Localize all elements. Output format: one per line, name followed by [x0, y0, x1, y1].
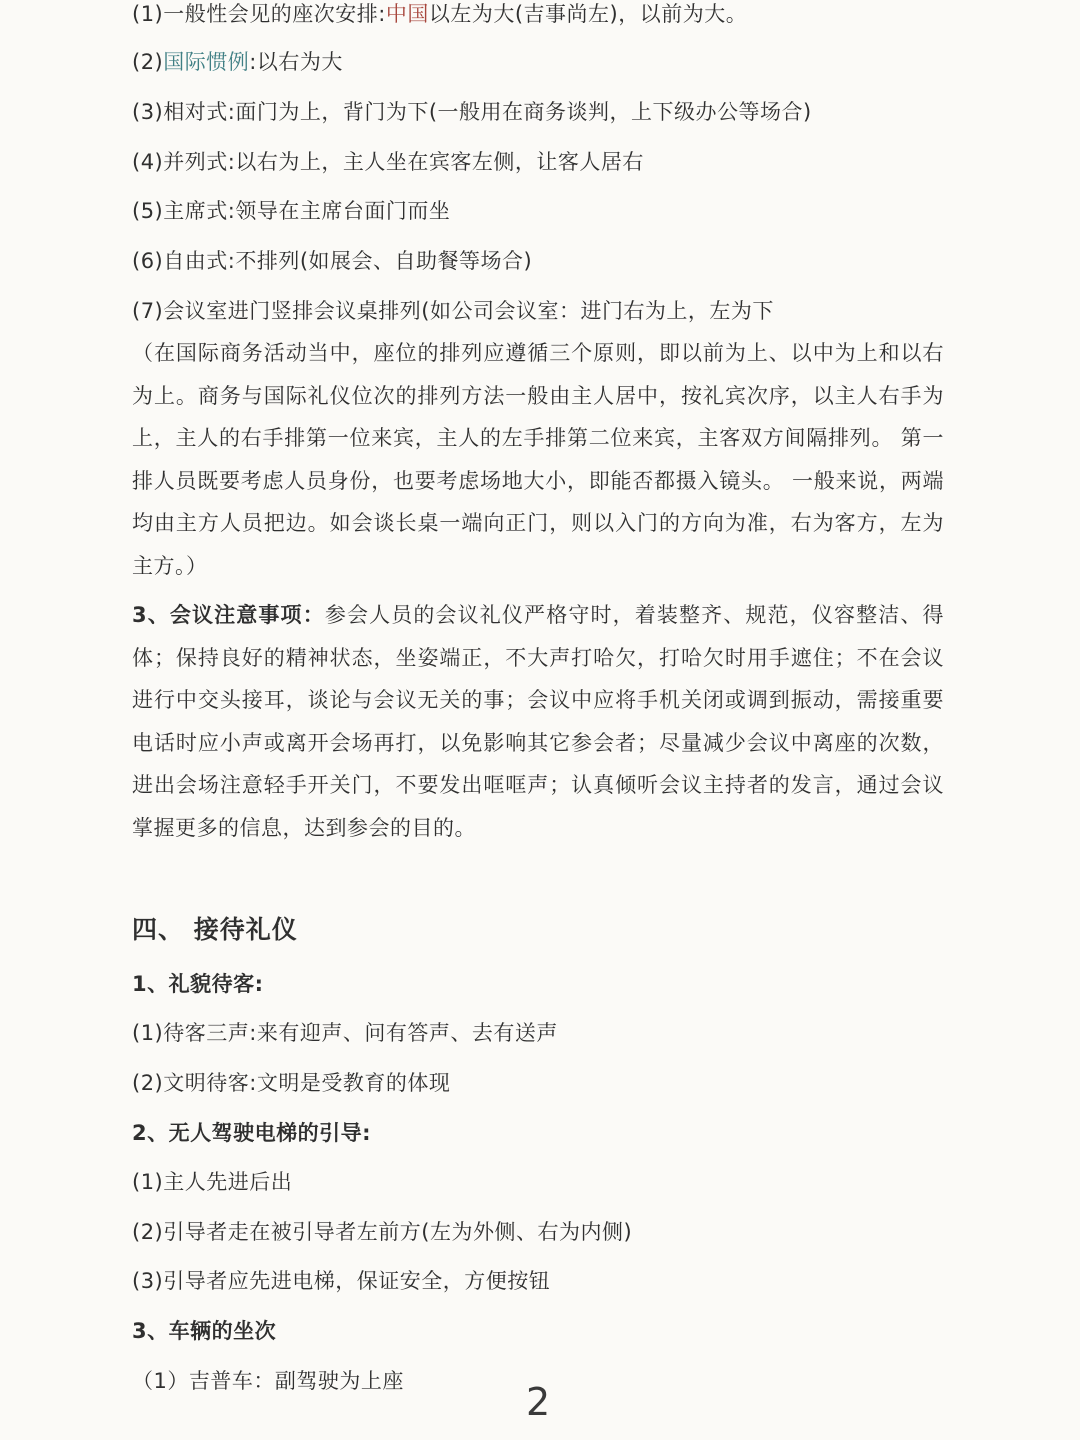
meeting-notes-label: 3、会议注意事项：: [132, 603, 325, 627]
meeting-notes-paragraph: [132, 594, 944, 849]
seating-item-2: (2)国际惯例:以右为大: [132, 50, 343, 74]
list-item: (1)待客三声:来有迎声、问有答声、去有送声: [132, 1021, 558, 1045]
link-china[interactable]: 中国: [385, 2, 429, 26]
list-item: (3)引导者应先进电梯，保证安全，方便按钮: [132, 1269, 551, 1293]
list-item: (1)主人先进后出: [132, 1170, 293, 1194]
seating-note-paragraph: （在国际商务活动当中，座位的排列应遵循三个原则，即以前为上、以中为上和以右为上。商务与国际礼仪位次的排列方法一般由主人居中，按礼宾次序，以主人右手为上，主人的右手排第一位来宾，主人的左手排第二位来宾，主客双方间隔排列。 第一排人员既要考虑人员身份，也要考虑场地大小，即能否都摄入镜头。 一般来说，两端均由主方人员把边。如会谈长桌一端向正门，则以入门的方向为准，右为客方，左为主方。）: [132, 341, 944, 578]
subsection-1-title: 1、礼貌待客:: [132, 972, 264, 996]
seating-item-4: (4)并列式:以右为上，主人坐在宾客左侧，让客人居右: [132, 150, 644, 174]
link-international-practice[interactable]: 国际惯例: [163, 50, 250, 74]
seating-item-1: (1)一般性会见的座次安排:中国以左为大(吉事尚左)，以前为大。: [132, 2, 748, 26]
section-4-title: 四、 接待礼仪: [132, 915, 298, 944]
page-number: 2: [526, 1380, 551, 1424]
seating-item-3: (3)相对式:面门为上，背门为下(一般用在商务谈判，上下级办公等场合): [132, 100, 812, 124]
list-item: （1）吉普车：副驾驶为上座: [132, 1369, 404, 1393]
seating-item-5: (5)主席式:领导在主席台面门而坐: [132, 199, 451, 223]
seating-item-7: (7)会议室进门竖排会议桌排列(如公司会议室：进门右为上，左为下: [132, 299, 774, 323]
subsection-3-title: 3、车辆的坐次: [132, 1319, 277, 1343]
meeting-notes-body: 参会人员的会议礼仪严格守时，着装整齐、规范，仪容整洁、得体；保持良好的精神状态，坐姿端正，不大声打哈欠，打哈欠时用手遮住；不在会议进行中交头接耳，谈论与会议无关的事；会议中应将手机关闭或调到振动，需接重要电话时应小声或离开会场再打，以免影响其它参会者；尽量减少会议中离座的次数，进出会场注意轻手开关门，不要发出哐哐声；认真倾听会议主持者的发言，通过会议掌握更多的信息，达到参会的目的。: [132, 603, 944, 840]
seating-item-6: (6)自由式:不排列(如展会、自助餐等场合): [132, 249, 533, 273]
subsection-2-title: 2、无人驾驶电梯的引导:: [132, 1121, 372, 1145]
list-item: (2)文明待客:文明是受教育的体现: [132, 1071, 451, 1095]
list-item: (2)引导者走在被引导者左前方(左为外侧、右为内侧): [132, 1220, 633, 1244]
